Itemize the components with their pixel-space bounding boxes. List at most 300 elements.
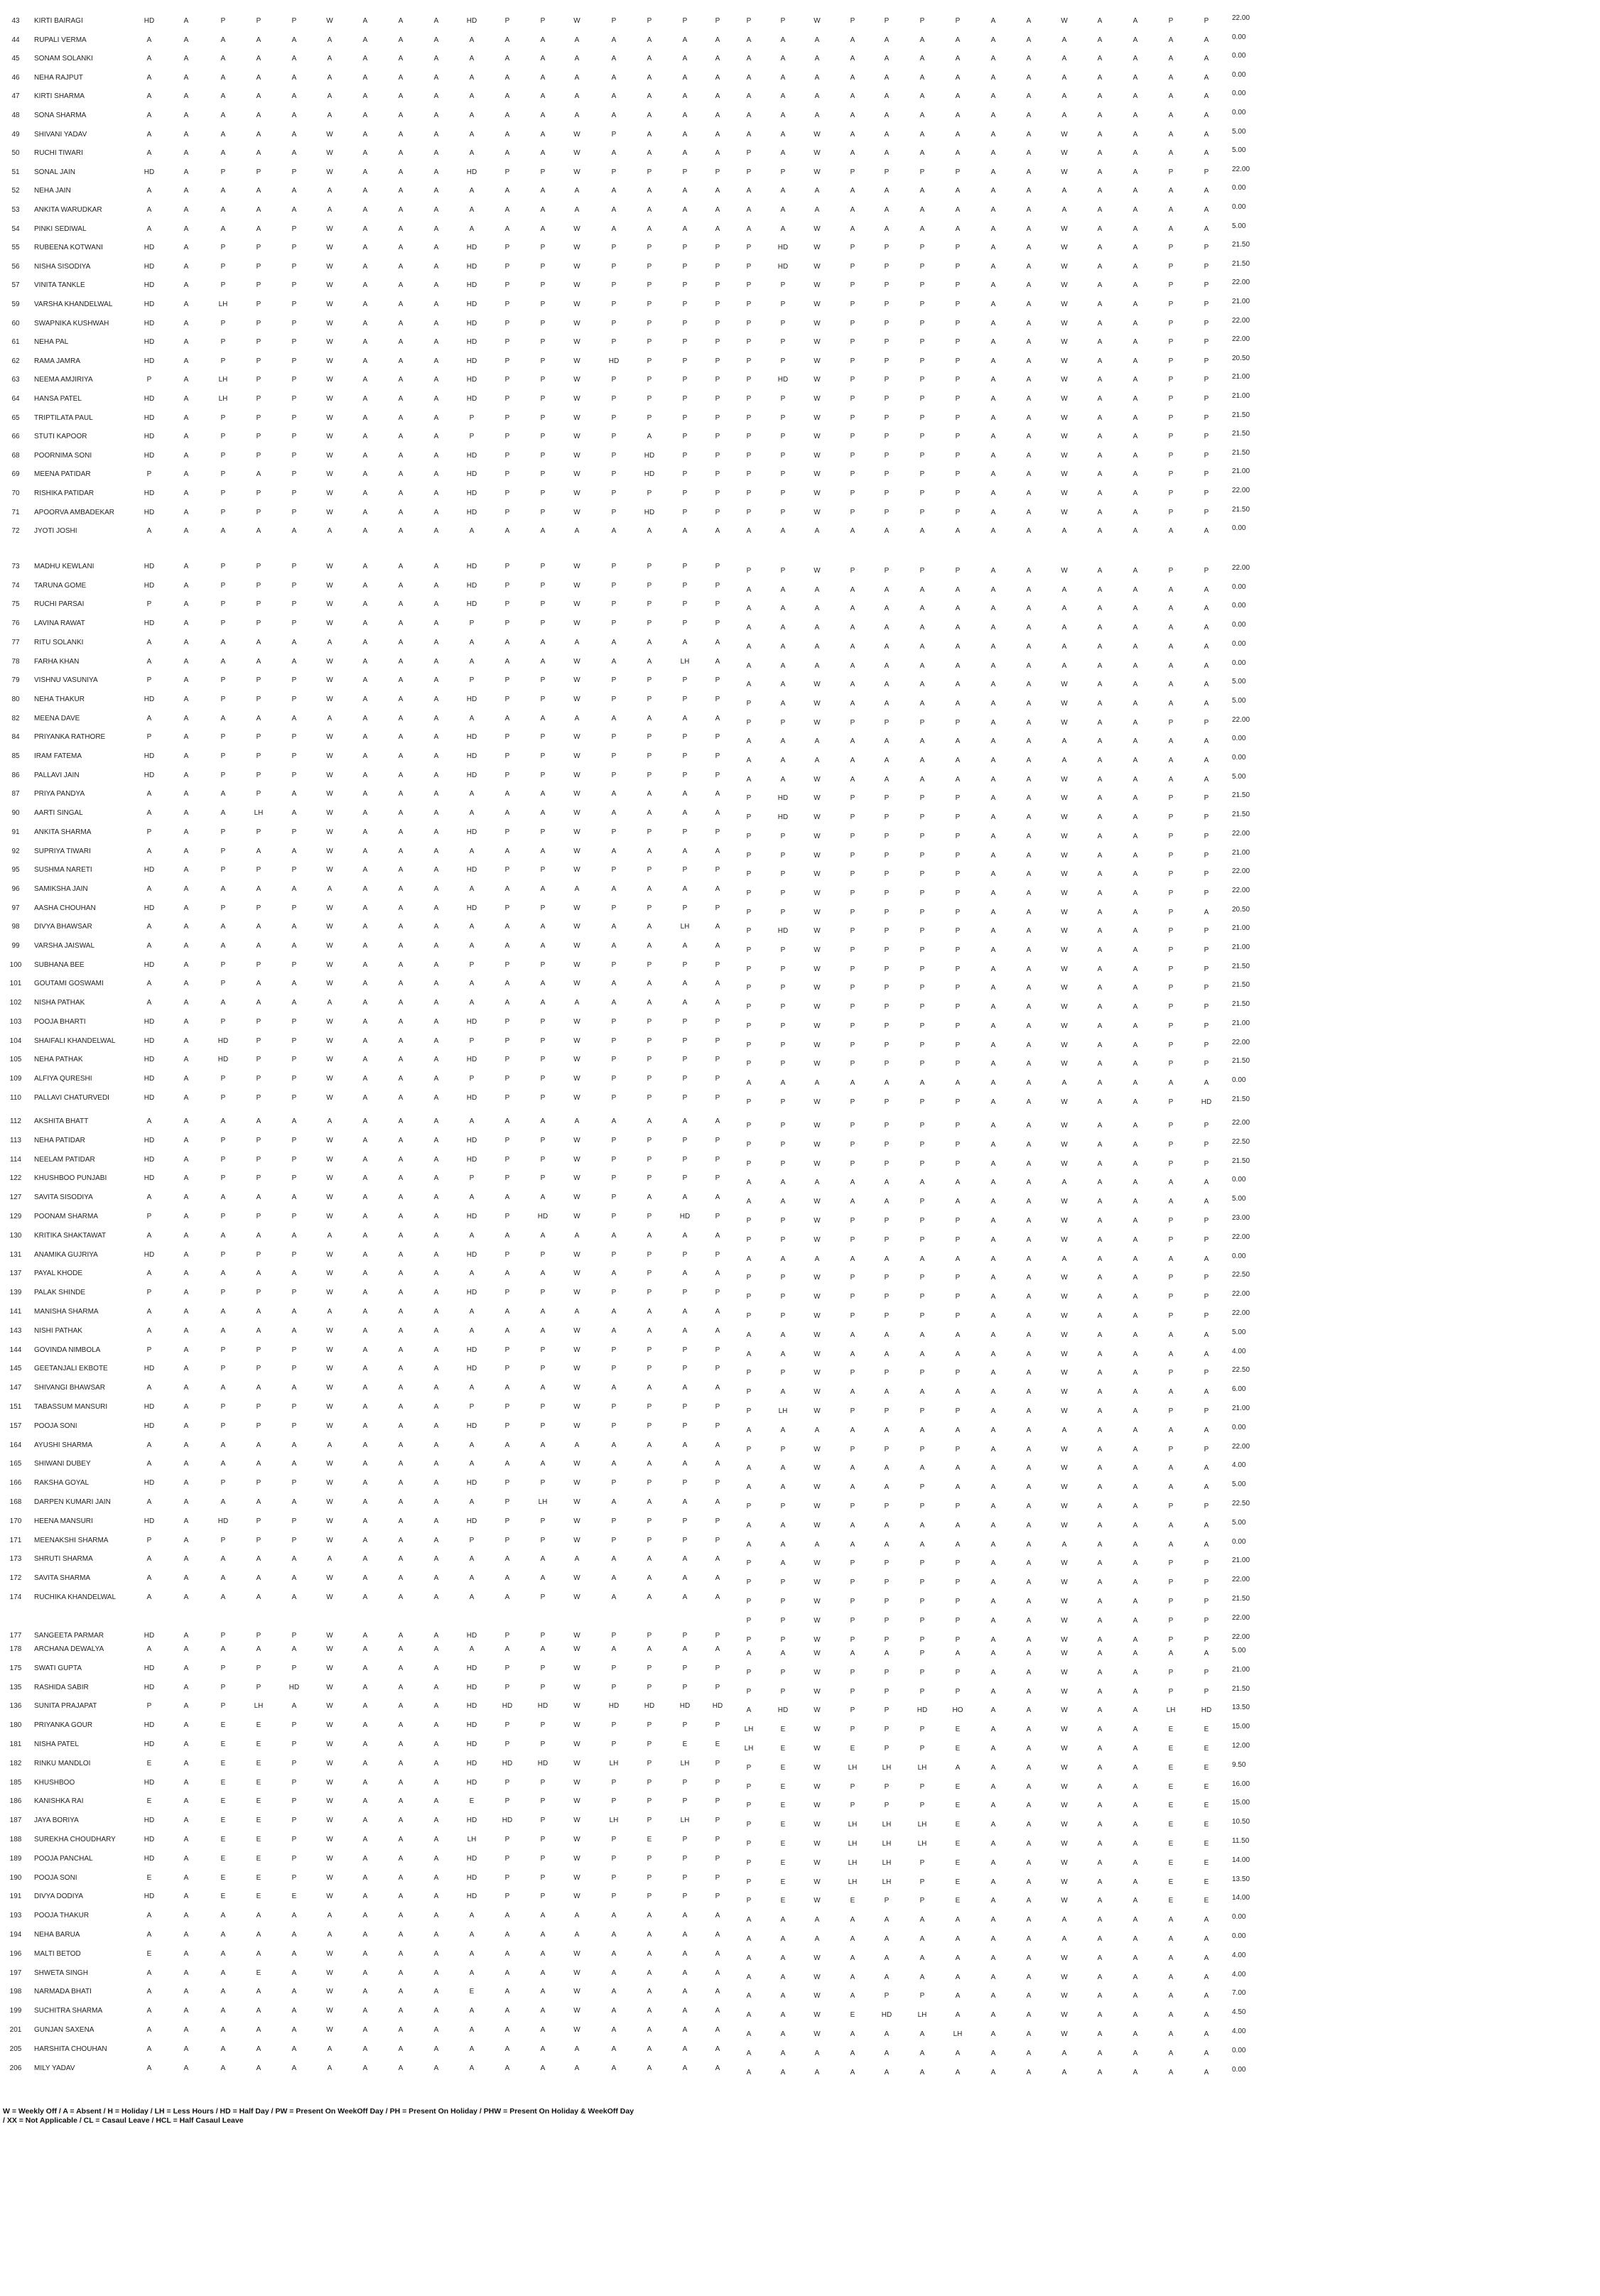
attendance-mark: W bbox=[326, 923, 333, 931]
attendance-mark: A bbox=[611, 149, 617, 158]
attendance-mark: P bbox=[611, 1074, 617, 1083]
attendance-mark: P bbox=[682, 1056, 688, 1064]
attendance-mark: P bbox=[850, 1445, 855, 1453]
attendance-mark: A bbox=[1133, 1578, 1138, 1587]
attendance-mark: A bbox=[990, 1840, 996, 1848]
employee-name: NISHA PATEL bbox=[34, 1740, 79, 1748]
attendance-mark: P bbox=[746, 470, 752, 479]
attendance-mark: A bbox=[183, 1017, 189, 1026]
attendance-mark: P bbox=[256, 1036, 261, 1045]
attendance-mark: A bbox=[183, 884, 189, 893]
attendance-mark: HD bbox=[466, 338, 477, 347]
row-number: 47 bbox=[11, 92, 20, 101]
attendance-mark: A bbox=[183, 1517, 189, 1525]
attendance-mark: A bbox=[398, 1250, 404, 1259]
attendance-mark: A bbox=[256, 2007, 261, 2015]
attendance-mark: A bbox=[327, 92, 333, 101]
attendance-mark: A bbox=[746, 1935, 752, 1943]
attendance-mark: W bbox=[573, 338, 580, 347]
attendance-mark: A bbox=[919, 1540, 925, 1549]
attendance-mark: W bbox=[326, 1498, 333, 1506]
attendance-mark: P bbox=[504, 1250, 510, 1259]
attendance-mark: A bbox=[1097, 1598, 1103, 1605]
attendance-mark: P bbox=[919, 433, 925, 441]
attendance-mark: LH bbox=[848, 1878, 858, 1886]
attendance-mark: A bbox=[540, 149, 546, 158]
attendance-mark: P bbox=[647, 319, 652, 327]
attendance-mark: W bbox=[326, 130, 333, 139]
attendance-mark: P bbox=[256, 433, 261, 441]
row-number: 178 bbox=[9, 1645, 22, 1653]
attendance-mark: P bbox=[1204, 1502, 1209, 1510]
attendance-mark: P bbox=[647, 676, 652, 685]
attendance-mark: P bbox=[647, 1664, 652, 1672]
attendance-mark: A bbox=[611, 1931, 617, 1939]
attendance-mark: P bbox=[1204, 508, 1209, 516]
attendance-mark: P bbox=[715, 1093, 720, 1102]
attendance-mark: LH bbox=[848, 1821, 858, 1829]
attendance-mark: E bbox=[1168, 1858, 1174, 1867]
attendance-mark: P bbox=[919, 1041, 925, 1049]
attendance-mark: A bbox=[884, 55, 890, 63]
attendance-mark: W bbox=[326, 960, 333, 969]
attendance-mark: P bbox=[540, 581, 546, 590]
attendance-mark: A bbox=[1097, 1350, 1103, 1358]
attendance-mark: HD bbox=[466, 1873, 477, 1882]
attendance-mark: P bbox=[220, 1365, 226, 1373]
attendance-mark: A bbox=[469, 130, 475, 139]
attendance-mark: A bbox=[1026, 889, 1032, 897]
row-number: 131 bbox=[9, 1250, 22, 1259]
attendance-mark: A bbox=[1097, 1003, 1103, 1012]
attendance-mark: A bbox=[469, 847, 475, 855]
attendance-mark: P bbox=[850, 1635, 855, 1644]
total-days: 0.00 bbox=[1232, 1932, 1246, 1940]
attendance-mark: A bbox=[850, 2030, 855, 2038]
attendance-mark: A bbox=[183, 55, 189, 63]
attendance-mark: A bbox=[814, 112, 820, 119]
attendance-mark: P bbox=[955, 395, 961, 403]
attendance-mark: A bbox=[398, 828, 404, 836]
attendance-mark: P bbox=[682, 1778, 688, 1787]
attendance-mark: A bbox=[1026, 1312, 1032, 1320]
attendance-mark: W bbox=[813, 244, 821, 252]
attendance-mark: A bbox=[504, 224, 510, 233]
attendance-mark: P bbox=[540, 357, 546, 365]
attendance-mark: P bbox=[919, 1159, 925, 1168]
attendance-mark: A bbox=[540, 206, 546, 214]
attendance-mark: A bbox=[647, 112, 652, 119]
attendance-mark: A bbox=[504, 923, 510, 931]
attendance-mark: A bbox=[362, 1136, 368, 1144]
attendance-mark: A bbox=[433, 451, 439, 460]
attendance-mark: A bbox=[780, 36, 786, 44]
attendance-mark: A bbox=[1061, 112, 1067, 119]
row-number: 102 bbox=[9, 999, 22, 1007]
total-days: 21.00 bbox=[1232, 298, 1250, 305]
attendance-mark: W bbox=[1061, 1312, 1068, 1320]
attendance-mark: A bbox=[715, 638, 720, 646]
attendance-mark: W bbox=[573, 1384, 580, 1392]
attendance-mark: A bbox=[780, 1350, 786, 1358]
attendance-mark: P bbox=[919, 1598, 925, 1605]
attendance-mark: W bbox=[1061, 1350, 1068, 1358]
attendance-mark: A bbox=[220, 1326, 226, 1335]
attendance-mark: A bbox=[256, 999, 261, 1007]
attendance-mark: A bbox=[990, 1668, 996, 1677]
attendance-mark: A bbox=[1097, 17, 1103, 25]
attendance-mark: A bbox=[1097, 1916, 1103, 1924]
attendance-mark: P bbox=[291, 17, 297, 25]
employee-name: SUPRIYA TIWARI bbox=[34, 847, 91, 855]
attendance-mark: A bbox=[919, 149, 925, 158]
attendance-mark: W bbox=[326, 866, 333, 874]
attendance-mark: P bbox=[850, 262, 855, 271]
attendance-mark: LH bbox=[1166, 1706, 1176, 1715]
attendance-mark: A bbox=[715, 714, 720, 722]
attendance-mark: A bbox=[682, 1231, 688, 1240]
attendance-mark: P bbox=[682, 1631, 688, 1640]
attendance-mark: A bbox=[469, 73, 475, 82]
attendance-mark: A bbox=[469, 1498, 475, 1506]
attendance-mark: P bbox=[715, 1479, 720, 1488]
attendance-mark: A bbox=[1168, 1954, 1174, 1962]
attendance-mark: E bbox=[220, 1816, 226, 1825]
employee-name: VARSHA JAISWAL bbox=[34, 942, 95, 950]
attendance-mark: A bbox=[433, 73, 439, 82]
attendance-mark: A bbox=[990, 300, 996, 308]
attendance-mark: P bbox=[540, 904, 546, 912]
attendance-mark: A bbox=[183, 1289, 189, 1297]
attendance-mark: W bbox=[573, 1778, 580, 1787]
row-number: 103 bbox=[9, 1017, 22, 1026]
attendance-mark: A bbox=[780, 1464, 786, 1473]
attendance-mark: A bbox=[1133, 1483, 1138, 1492]
attendance-mark: A bbox=[1133, 1122, 1138, 1130]
attendance-mark: W bbox=[813, 1973, 821, 1981]
attendance-mark: A bbox=[746, 1916, 752, 1924]
attendance-mark: A bbox=[1204, 55, 1209, 63]
attendance-mark: A bbox=[1133, 1198, 1138, 1206]
attendance-mark: A bbox=[1133, 2030, 1138, 2038]
attendance-mark: W bbox=[1061, 1388, 1068, 1397]
attendance-mark: A bbox=[256, 1574, 261, 1583]
attendance-mark: LH bbox=[848, 1858, 858, 1867]
attendance-mark: W bbox=[573, 809, 580, 818]
attendance-mark: A bbox=[1026, 1388, 1032, 1397]
employee-name: SUNITA PRAJAPAT bbox=[34, 1702, 97, 1711]
attendance-mark: A bbox=[814, 624, 820, 632]
attendance-mark: A bbox=[504, 149, 510, 158]
attendance-mark: A bbox=[955, 1954, 961, 1962]
attendance-mark: P bbox=[540, 1403, 546, 1411]
attendance-mark: A bbox=[433, 1683, 439, 1691]
attendance-mark: A bbox=[256, 1441, 261, 1449]
total-days: 22.00 bbox=[1232, 1632, 1250, 1641]
attendance-mark: P bbox=[504, 1155, 510, 1164]
attendance-mark: P bbox=[469, 676, 475, 685]
attendance-mark: P bbox=[919, 319, 925, 327]
attendance-mark: W bbox=[573, 17, 580, 25]
attendance-mark: W bbox=[1061, 1992, 1068, 2000]
attendance-mark: P bbox=[715, 866, 720, 874]
attendance-mark: A bbox=[504, 1117, 510, 1125]
attendance-mark: E bbox=[1204, 1763, 1209, 1772]
attendance-mark: A bbox=[647, 2064, 652, 2072]
attendance-mark: A bbox=[955, 149, 961, 158]
attendance-mark: P bbox=[256, 752, 261, 760]
attendance-mark: P bbox=[220, 1250, 226, 1259]
attendance-mark: P bbox=[256, 1155, 261, 1164]
attendance-mark: A bbox=[1204, 642, 1209, 651]
total-days: 0.00 bbox=[1232, 52, 1246, 60]
attendance-mark: A bbox=[647, 1460, 652, 1468]
attendance-mark: A bbox=[183, 980, 189, 988]
attendance-mark: A bbox=[504, 2007, 510, 2015]
attendance-mark: A bbox=[611, 2007, 617, 2015]
attendance-mark: A bbox=[647, 149, 652, 158]
attendance-mark: A bbox=[433, 1536, 439, 1544]
attendance-mark: A bbox=[256, 470, 261, 479]
attendance-mark: A bbox=[1097, 1706, 1103, 1715]
attendance-mark: A bbox=[362, 451, 368, 460]
attendance-mark: A bbox=[990, 92, 996, 101]
attendance-mark: P bbox=[715, 563, 720, 570]
attendance-mark: A bbox=[884, 130, 890, 139]
attendance-mark: A bbox=[611, 1593, 617, 1601]
attendance-mark: P bbox=[1204, 413, 1209, 422]
attendance-mark: P bbox=[682, 1403, 688, 1411]
attendance-mark: A bbox=[1133, 55, 1138, 63]
attendance-mark: P bbox=[715, 1017, 720, 1026]
attendance-mark: P bbox=[611, 1517, 617, 1525]
total-days: 0.00 bbox=[1232, 659, 1246, 667]
attendance-mark: A bbox=[990, 55, 996, 63]
attendance-mark: A bbox=[715, 1498, 720, 1506]
attendance-mark: P bbox=[1168, 508, 1174, 516]
attendance-mark: A bbox=[362, 1155, 368, 1164]
employee-name: RASHIDA SABIR bbox=[34, 1683, 89, 1691]
attendance-mark: A bbox=[1097, 1198, 1103, 1206]
attendance-mark: P bbox=[647, 1213, 652, 1220]
employee-name: MEENA DAVE bbox=[34, 714, 80, 722]
attendance-mark: A bbox=[1097, 1858, 1103, 1867]
attendance-mark: P bbox=[746, 17, 752, 25]
attendance-mark: A bbox=[362, 92, 368, 101]
attendance-mark: W bbox=[1061, 1407, 1068, 1415]
attendance-mark: A bbox=[884, 1198, 890, 1206]
attendance-mark: A bbox=[1097, 527, 1103, 536]
attendance-mark: A bbox=[433, 1269, 439, 1278]
attendance-mark: P bbox=[746, 1274, 752, 1282]
employee-name: ANKITA WARUDKAR bbox=[34, 206, 102, 214]
attendance-mark: P bbox=[1168, 832, 1174, 840]
attendance-mark: E bbox=[1168, 1897, 1174, 1905]
attendance-mark: A bbox=[1026, 1521, 1032, 1529]
attendance-mark: P bbox=[256, 168, 261, 176]
attendance-mark: A bbox=[362, 1441, 368, 1449]
attendance-mark: LH bbox=[609, 1816, 619, 1825]
employee-name: POOJA BHARTI bbox=[34, 1017, 86, 1026]
attendance-mark: P bbox=[611, 130, 617, 139]
attendance-mark: A bbox=[919, 1426, 925, 1434]
attendance-mark: A bbox=[611, 1645, 617, 1653]
attendance-mark: P bbox=[955, 1060, 961, 1068]
attendance-mark: A bbox=[682, 149, 688, 158]
attendance-mark: P bbox=[540, 771, 546, 779]
attendance-mark: A bbox=[1026, 984, 1032, 992]
attendance-mark: A bbox=[682, 2007, 688, 2015]
attendance-mark: A bbox=[291, 1308, 297, 1316]
attendance-mark: P bbox=[715, 619, 720, 628]
attendance-mark: E bbox=[1168, 1782, 1174, 1791]
attendance-mark: P bbox=[611, 1479, 617, 1488]
attendance-mark: P bbox=[504, 1479, 510, 1488]
attendance-mark: W bbox=[326, 1384, 333, 1392]
attendance-mark: A bbox=[220, 1193, 226, 1202]
attendance-mark: A bbox=[291, 73, 297, 82]
attendance-mark: A bbox=[146, 790, 152, 798]
attendance-mark: A bbox=[1097, 1445, 1103, 1453]
attendance-mark: A bbox=[780, 112, 786, 119]
attendance-mark: A bbox=[291, 809, 297, 818]
attendance-mark: A bbox=[746, 1331, 752, 1339]
attendance-mark: A bbox=[220, 657, 226, 666]
attendance-mark: W bbox=[1061, 870, 1068, 879]
attendance-mark: P bbox=[220, 619, 226, 628]
attendance-mark: W bbox=[1061, 813, 1068, 822]
row-number: 181 bbox=[9, 1740, 22, 1748]
attendance-mark: P bbox=[1204, 357, 1209, 365]
attendance-mark: A bbox=[220, 942, 226, 950]
attendance-mark: A bbox=[1204, 1350, 1209, 1358]
total-days: 21.00 bbox=[1232, 1556, 1250, 1565]
attendance-mark: A bbox=[362, 1574, 368, 1583]
attendance-mark: A bbox=[146, 847, 152, 855]
attendance-mark: A bbox=[433, 1912, 439, 1920]
attendance-mark: A bbox=[850, 775, 855, 784]
attendance-mark: A bbox=[1026, 661, 1032, 670]
attendance-mark: P bbox=[682, 1797, 688, 1806]
attendance-mark: E bbox=[256, 1778, 261, 1787]
attendance-mark: A bbox=[1061, 527, 1067, 536]
attendance-mark: A bbox=[1133, 624, 1138, 632]
attendance-mark: P bbox=[919, 567, 925, 575]
attendance-mark: W bbox=[1061, 1198, 1068, 1206]
attendance-mark: P bbox=[291, 338, 297, 347]
attendance-mark: A bbox=[540, 187, 546, 195]
attendance-mark: A bbox=[433, 771, 439, 779]
attendance-mark: A bbox=[433, 1308, 439, 1316]
total-days: 21.00 bbox=[1232, 848, 1250, 857]
attendance-mark: A bbox=[884, 1179, 890, 1187]
attendance-mark: A bbox=[884, 149, 890, 158]
attendance-mark: A bbox=[746, 92, 752, 101]
attendance-mark: A bbox=[183, 1988, 189, 1996]
attendance-mark: A bbox=[183, 1036, 189, 1045]
attendance-mark: A bbox=[647, 187, 652, 195]
attendance-mark: A bbox=[291, 714, 297, 722]
attendance-mark: A bbox=[715, 1269, 720, 1278]
attendance-mark: E bbox=[256, 1797, 261, 1806]
total-days: 0.00 bbox=[1232, 621, 1246, 629]
attendance-mark: P bbox=[955, 889, 961, 897]
attendance-mark: P bbox=[647, 1155, 652, 1164]
attendance-mark: P bbox=[1168, 946, 1174, 954]
attendance-mark: A bbox=[183, 1056, 189, 1064]
attendance-mark: A bbox=[146, 112, 152, 119]
attendance-mark: P bbox=[955, 433, 961, 441]
attendance-mark: A bbox=[362, 1797, 368, 1806]
attendance-mark: A bbox=[1097, 1635, 1103, 1644]
attendance-mark: P bbox=[1204, 489, 1209, 497]
attendance-mark: A bbox=[540, 1193, 546, 1202]
attendance-mark: P bbox=[256, 581, 261, 590]
attendance-mark: P bbox=[955, 718, 961, 727]
attendance-mark: LH bbox=[680, 923, 690, 931]
attendance-mark: A bbox=[1097, 908, 1103, 916]
attendance-mark: A bbox=[850, 1464, 855, 1473]
attendance-mark: A bbox=[1097, 1763, 1103, 1772]
attendance-mark: P bbox=[746, 1840, 752, 1848]
attendance-mark: A bbox=[504, 999, 510, 1007]
total-days: 20.50 bbox=[1232, 354, 1250, 362]
attendance-mark: A bbox=[327, 1931, 333, 1939]
attendance-mark: P bbox=[884, 1668, 890, 1677]
attendance-mark: P bbox=[955, 1041, 961, 1049]
attendance-mark: A bbox=[919, 1255, 925, 1263]
attendance-mark: A bbox=[1026, 357, 1032, 365]
attendance-mark: P bbox=[647, 695, 652, 703]
employee-name: HANSA PATEL bbox=[34, 395, 82, 403]
attendance-mark: A bbox=[884, 605, 890, 613]
attendance-mark: P bbox=[256, 1213, 261, 1220]
attendance-mark: A bbox=[256, 73, 261, 82]
attendance-mark: A bbox=[146, 149, 152, 158]
attendance-mark: W bbox=[1061, 130, 1068, 139]
attendance-mark: P bbox=[611, 1854, 617, 1863]
employee-name: SHRUTI SHARMA bbox=[34, 1555, 93, 1564]
attendance-mark: A bbox=[1133, 870, 1138, 879]
attendance-mark: P bbox=[220, 695, 226, 703]
row-number: 145 bbox=[9, 1365, 22, 1373]
row-number: 110 bbox=[10, 1093, 21, 1102]
attendance-mark: P bbox=[611, 600, 617, 609]
attendance-mark: E bbox=[256, 1816, 261, 1825]
attendance-mark: W bbox=[326, 809, 333, 818]
attendance-mark: W bbox=[326, 2026, 333, 2034]
attendance-mark: A bbox=[884, 73, 890, 82]
total-days: 22.00 bbox=[1232, 886, 1250, 894]
attendance-mark: W bbox=[1061, 470, 1068, 479]
attendance-mark: P bbox=[780, 17, 786, 25]
attendance-mark: A bbox=[919, 73, 925, 82]
row-number: 69 bbox=[11, 470, 20, 479]
attendance-mark: P bbox=[746, 1687, 752, 1696]
attendance-mark: W bbox=[573, 1174, 580, 1183]
attendance-mark: A bbox=[746, 55, 752, 63]
attendance-mark: A bbox=[746, 775, 752, 784]
attendance-mark: W bbox=[326, 1574, 333, 1583]
attendance-mark: P bbox=[884, 1022, 890, 1030]
attendance-mark: A bbox=[398, 1797, 404, 1806]
attendance-mark: A bbox=[398, 1093, 404, 1102]
attendance-mark: A bbox=[433, 224, 439, 233]
attendance-mark: A bbox=[990, 1578, 996, 1587]
attendance-mark: A bbox=[183, 262, 189, 271]
attendance-mark: A bbox=[327, 884, 333, 893]
attendance-mark: P bbox=[884, 338, 890, 347]
